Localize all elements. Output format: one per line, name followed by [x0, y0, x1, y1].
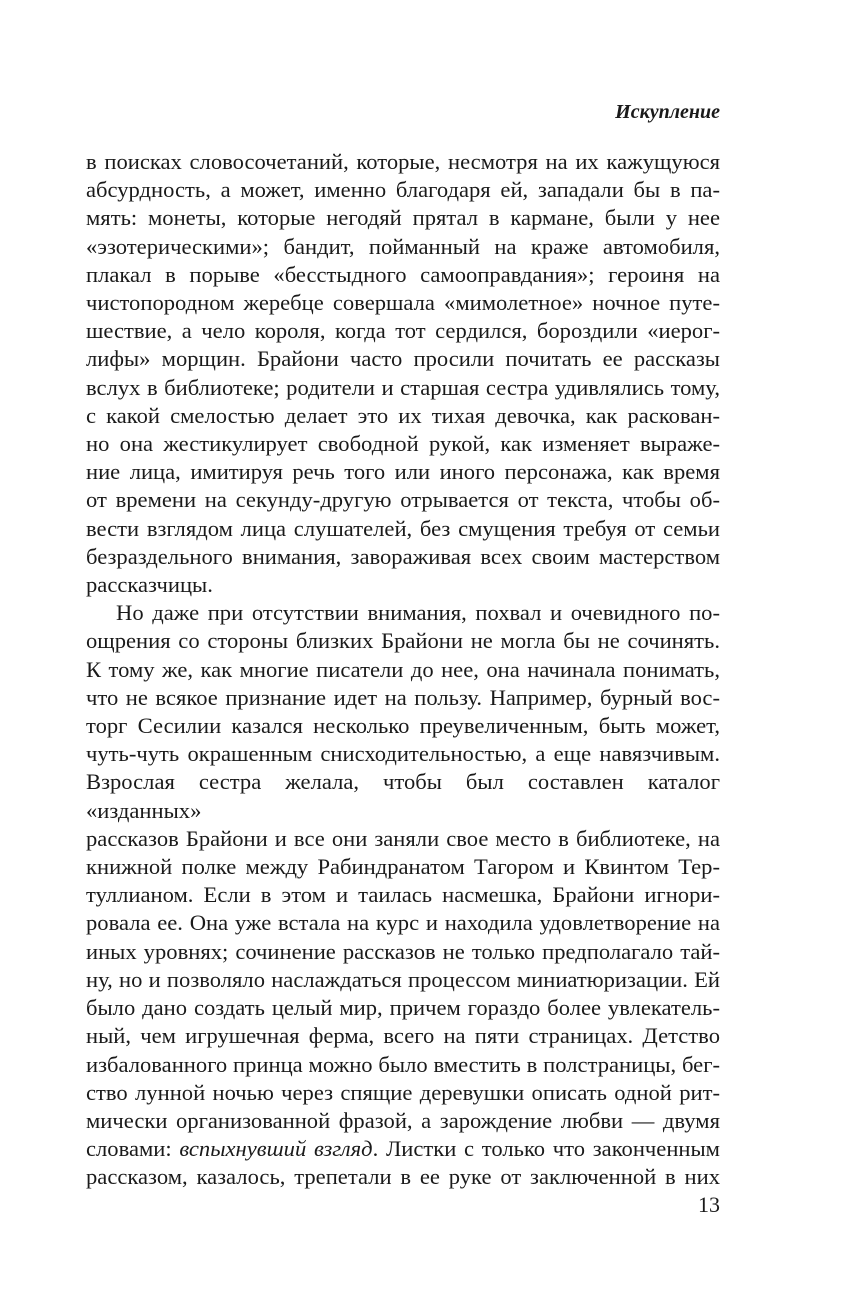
text-line: ство лунной ночью через спящие деревушки описать одной рит-: [86, 1079, 720, 1105]
text-line: было дано создать целый мир, причем гораздо более увлекатель-: [86, 995, 720, 1021]
text-line-paragraph-end: рассказчицы.: [86, 572, 213, 598]
text-line-with-italic: [86, 1135, 720, 1163]
text-line: что не всякое признание идет на пользу. Например, бурный вос-: [86, 684, 720, 710]
text-line: плакал в порыве «бесстыдного самооправдания»; героиня на: [86, 261, 720, 287]
text-line: К тому же, как многие писатели до нее, она начинала понимать,: [86, 656, 720, 682]
text-line: в поисках словосочетаний, которые, несмотря на их кажущуюся: [86, 149, 720, 174]
text-segment: словами:: [86, 1136, 180, 1162]
text-line: но она жестикулирует свободной рукой, как изменяет выраже-: [86, 431, 720, 457]
text-line: книжной полке между Рабиндранатом Тагором и Квинтом Тер-: [86, 854, 720, 880]
text-line: рассказом, казалось, трепетали в ее руке от заключенной в них: [86, 1164, 720, 1190]
text-line: рассказов Брайони и все они заняли свое место в библиотеке, на: [86, 825, 720, 851]
page-number: 13: [698, 1192, 720, 1217]
text-line: избалованного принца можно было вместить в полстраницы, бег-: [86, 1051, 720, 1077]
text-line-paragraph-start: Но даже при отсутствии внимания, похвал и очевидного по-: [116, 600, 720, 626]
text-line: шествие, а чело короля, когда тот сердился, бороздили «иерог-: [86, 318, 720, 344]
text-line: ощрения со стороны близких Брайони не могла бы не сочинять.: [86, 628, 720, 654]
text-line: ный, чем игрушечная ферма, всего на пяти страницах. Детство: [86, 1023, 720, 1049]
italic-phrase: вспыхнувший взгляд: [179, 1136, 373, 1162]
text-line: с какой смелостью делает это их тихая девочка, как раскован-: [86, 402, 720, 428]
text-line: безраздельного внимания, завораживая всех своим мастерством: [86, 543, 720, 569]
text-line: вслух в библиотеке; родители и старшая сестра удивлялись тому,: [86, 374, 720, 400]
text-line: торг Сесилии казался несколько преувеличенным, быть может,: [86, 713, 720, 739]
text-line: Взрослая сестра желала, чтобы был составлен каталог «изданных»: [86, 769, 720, 823]
running-head: Искупление: [615, 101, 720, 123]
body-text: [86, 148, 720, 1192]
text-line: ну, но и позволяло наслаждаться процессом миниатюризации. Ей: [86, 966, 720, 992]
text-line: вести взглядом лица слушателей, без смущения требуя от семьи: [86, 515, 720, 541]
text-line: чистопородном жеребце совершала «мимолетное» ночное путе-: [86, 290, 720, 316]
text-line: мически организованной фразой, а зарождение любви — двумя: [86, 1107, 720, 1133]
text-line: абсурдность, а может, именно благодаря ей, западали бы в па-: [86, 177, 720, 203]
text-line: лифы» морщин. Брайони часто просили почитать ее рассказы: [86, 346, 720, 372]
text-line: «эзотерическими»; бандит, пойманный на краже автомобиля,: [86, 233, 720, 259]
text-segment: . Листки с только что законченным: [372, 1136, 720, 1162]
text-line: чуть-чуть окрашенным снисходительностью, а еще навязчивым.: [86, 741, 720, 767]
text-line: ние лица, имитируя речь того или иного персонажа, как время: [86, 459, 720, 485]
text-line: ровала ее. Она уже встала на курс и находила удовлетворение на: [86, 910, 720, 936]
text-line: мять: монеты, которые негодяй прятал в кармане, были у нее: [86, 205, 720, 231]
text-line: туллианом. Если в этом и таилась насмешка, Брайони игнори-: [86, 882, 720, 908]
text-line: иных уровнях; сочинение рассказов не только предполагало тай-: [86, 938, 720, 964]
text-line: от времени на секунду-другую отрывается от текста, чтобы об-: [86, 487, 720, 513]
